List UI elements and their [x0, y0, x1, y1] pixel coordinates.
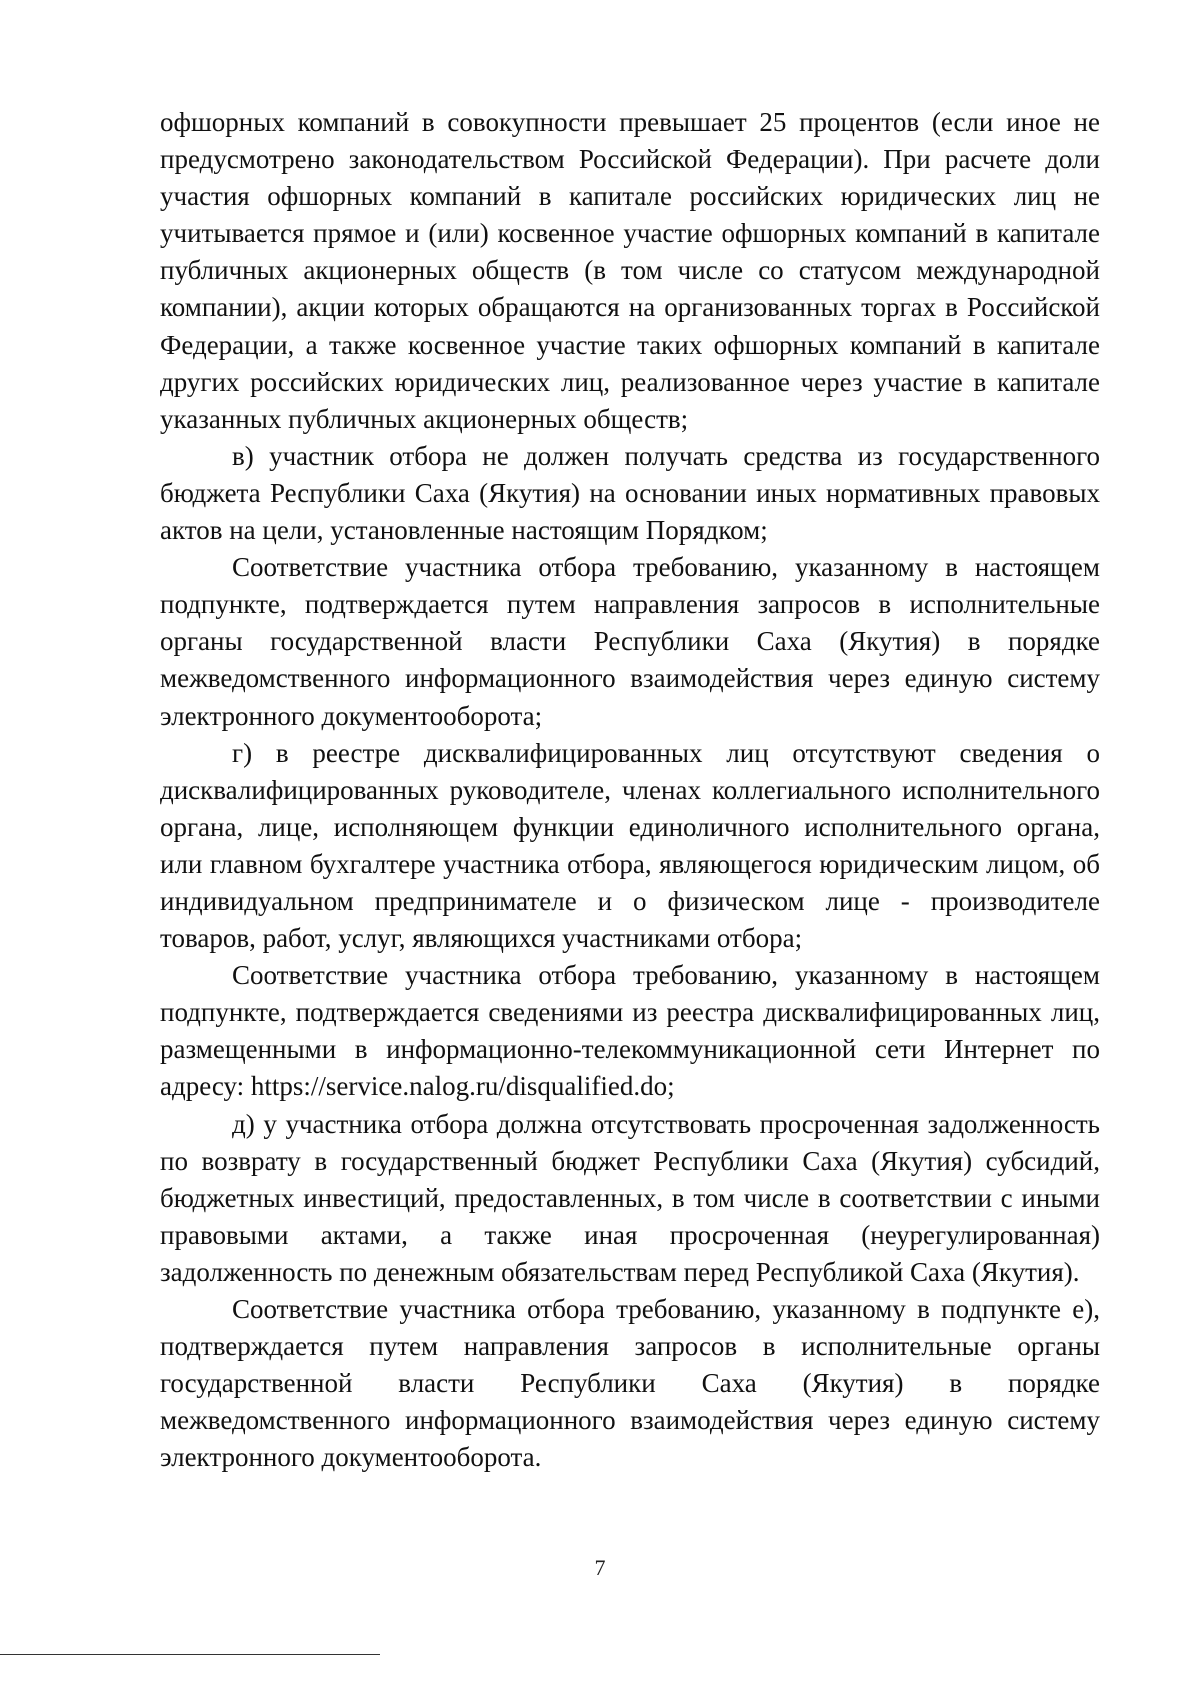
paragraph-item-d: д) у участника отбора должна отсутствовать просроченная задолженность по возврату в государственный бюджет Республики Саха (Якутия) субсидий, бюджетных инвестиций, предоставленных, в том числе в соответствии с иными правовыми актами, а также иная просроченная (неурегулированная) задолженность по денежным обязательствам перед Республикой Саха (Якутия).	[160, 1108, 1100, 1287]
paragraph-item-v: в) участник отбора не должен получать средства из государственного бюджета Республики Саха (Якутия) на основании иных нормативных правовых актов на цели, установленные настоящим Порядком;	[160, 440, 1100, 546]
paragraph-compliance-v: Соответствие участника отбора требованию, указанному в настоящем подпункте, подтверждается путем направления запросов в исполнительные органы государственной власти Республики Саха (Якутия) в порядке межведомственного информационного взаимодействия через единую систему электронного документооборота;	[160, 552, 1100, 731]
page-number: 7	[594, 1555, 606, 1580]
paragraph-offshore-continuation: офшорных компаний в совокупности превышает 25 процентов (если иное не предусмотрено законодательством Российской Федерации). При расчете доли участия офшорных компаний в капитале российских юридических лиц не учитывается прямое и (или) косвенное участие офшорных компаний в капитале публичных акционерных обществ (в том числе со статусом международной компании), акции которых обращаются на организованных торгах в Российской Федерации, а также косвенное участие таких офшорных компаний в капитале других российских юридических лиц, реализованное через участие в капитале указанных публичных акционерных обществ;	[160, 107, 1100, 434]
footer-divider	[0, 1654, 380, 1655]
paragraph-item-g: г) в реестре дисквалифицированных лиц отсутствуют сведения о дисквалифицированных руководителе, членах коллегиального исполнительного органа, лице, исполняющем функции единоличного исполнительного органа, или главном бухгалтере участника отбора, являющегося юридическим лицом, об индивидуальном предпринимателе и о физическом лице - производителе товаров, работ, услуг, являющихся участниками отбора;	[160, 737, 1100, 954]
document-body	[160, 104, 1100, 1476]
paragraph-compliance-d: Соответствие участника отбора требованию, указанному в подпункте е), подтверждается путем направления запросов в исполнительные органы государственной власти Республики Саха (Якутия) в порядке межведомственного информационного взаимодействия через единую систему электронного документооборота.	[160, 1294, 1100, 1473]
paragraph-compliance-g: Соответствие участника отбора требованию, указанному в настоящем подпункте, подтверждается сведениями из реестра дисквалифицированных лиц, размещенными в информационно-телекоммуникационной сети Интернет по адресу: https://service.nalog.ru/disqualified.do;	[160, 960, 1100, 1102]
